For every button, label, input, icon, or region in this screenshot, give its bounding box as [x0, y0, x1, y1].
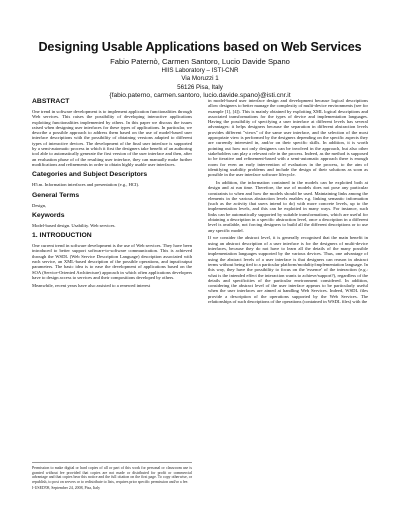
permission-notice: Permission to make digital or hard copies of all or part of this work for personal or classroom use is granted without fee provided that copies are not made or distributed for profit or commercial advantage and that copies bear this notice and the full citation on the first page. To copy otherwise, or republish, to post on servers or to redistribute to lists, requires prior specific permission and/or a fee. [32, 466, 192, 484]
author-block [32, 58, 368, 101]
introduction-paragraph-1: One current trend in software development is the use of Web services. They have been introduced to better support software-to-software communication. This is achieved through the WSDL (Web Service Description Language) description associated with each service, an XML-based description of the possible operations, and input/output parameters. The basic idea is to ease the development of applications based on the SOA (Service-Oriented Architecture) approach in which often applications developers have to design access to services and their compositions developed by others. [32, 243, 192, 280]
body-paragraph-3: If we consider the abstract level, it is generally recognised that the main benefit in using an abstract description of a user interface is for the designers of multi-device interfaces, because they do not have to learn all the details of the many possible implementation languages supported by the various devices. Thus, one advantage of using the abstract levels of a user interface is that designers can reason in abstract terms without being tied to a particular platform/modality/implementation language. In this way, they have the possibility to focus on the 'essence' of the interaction (e.g.: what is the intended effect the interaction wants to achieve/support?), regardless of the details and specificities of the particular environment considered. In addition, considering the abstract level of the user interface appears to be particularly useful when the user interfaces are aimed at handling Web Services. Indeed, WSDL files provide a description of the operations supported by the Web Services. The relationships of such descriptions of the operations (contained in WSDL files) with the [208, 235, 368, 304]
affiliation-city: 56126 Pisa, Italy [177, 83, 223, 91]
affiliation-street: Via Moruzzi 1 [181, 75, 219, 83]
categories-text: H5.m. Information interfaces and presentation (e.g., HCI). [32, 182, 140, 188]
introduction-paragraph-2: Meanwhile, recent years have also assisted to a renewed interest [32, 282, 151, 288]
author-email: {fabio.paterno, carmen.santoro, lucio.davide.spano}@isti.cnr.it [109, 92, 291, 100]
keywords-heading: Keywords [32, 211, 65, 219]
terms-heading: General Terms [32, 191, 80, 199]
introduction-heading: 1. INTRODUCTION [32, 232, 92, 240]
left-column [32, 98, 192, 307]
two-column-body [32, 98, 368, 307]
terms-text: Design, [32, 202, 47, 208]
right-column [208, 98, 368, 307]
keywords-text: Model-based design. Usability. Web services. [32, 222, 116, 228]
categories-heading: Categories and Subject Descriptors [32, 171, 148, 179]
author-names: Fabio Paternò, Carmen Santoro, Lucio Davide Spano [110, 57, 290, 66]
body-paragraph-2: In addition, the information contained in the models can be exploited both at design and at run time. Therefore, the use of models does not pose any particular constraints to when and how the models should be used. Maintaining links among the elements in the various abstraction levels enables e.g. linking semantic information (such as the activity that users intend to do) with more concrete levels, up to the implementation levels, and this can be exploited in many ways. For instance, such links can be automatically supported by suitable transformations, which are useful for obtaining a description in a specific abstraction level, once a description in a different level is available, not forcing designers to build all the different descriptions or to use any specific model. [208, 179, 368, 233]
paper-title: Designing Usable Applications based on Web Services [38, 40, 362, 54]
body-paragraph-1: in model-based user interface design and development because logical descriptions allow designers to better manage the complexity of multi-device environments (see for example [1], [4]). This is mainly obtained by exploiting XML logical descriptions and associated transformations for the types of device and implementation languages. Having the possibility of specifying a user interface at different levels has several advantages: it helps designers because the separation in different abstraction levels provides different "views" of the same user interface, and the selection of the most appropriate view is performed by the designers depending on the specific aspects they are currently interested in, and/or on their specific skills. In addition, it is worth pointing out how not only designers can be involved in the approach, but also other stakeholders can play a relevant role in the process. Indeed, as the method is supposed to be iterative and refinement-based with a semi-automatic approach there is enough room for even an early intervention of evaluators in the process, to the aim of identifying usability problems and include the design of their solutions as soon as possible in the user interface software lifecycle. [208, 98, 368, 178]
conference-notice: I-USED'08, September 24, 2008, Pisa, Italy [32, 485, 101, 490]
abstract-text: One trend in software development is to implement application functionalities through Web services. This raises the possibility of developing interactive applications exploiting functionalities implemented by others. In this paper we discuss the issues raised when designing user interfaces for these types of applications. In particular, we describe a possible approach to address them based on the use of model-based user interface descriptions with the possibility of obtaining versions adapted to different types of interactive devices. The development of the final user interface is supported by a semi-automatic process in which it first the designers take benefit of an authoring tool able to automatically generate the first version of the user interface and then, after an evaluation phase of of the resulting user interface, they can manually make further modifications and refinements in order to obtain highly usable user interfaces. [32, 109, 192, 167]
copyright-footnote [32, 462, 192, 492]
affiliation-lab: HIIS Laboratory – ISTI-CNR [161, 66, 239, 74]
abstract-heading: ABSTRACT [32, 98, 70, 105]
